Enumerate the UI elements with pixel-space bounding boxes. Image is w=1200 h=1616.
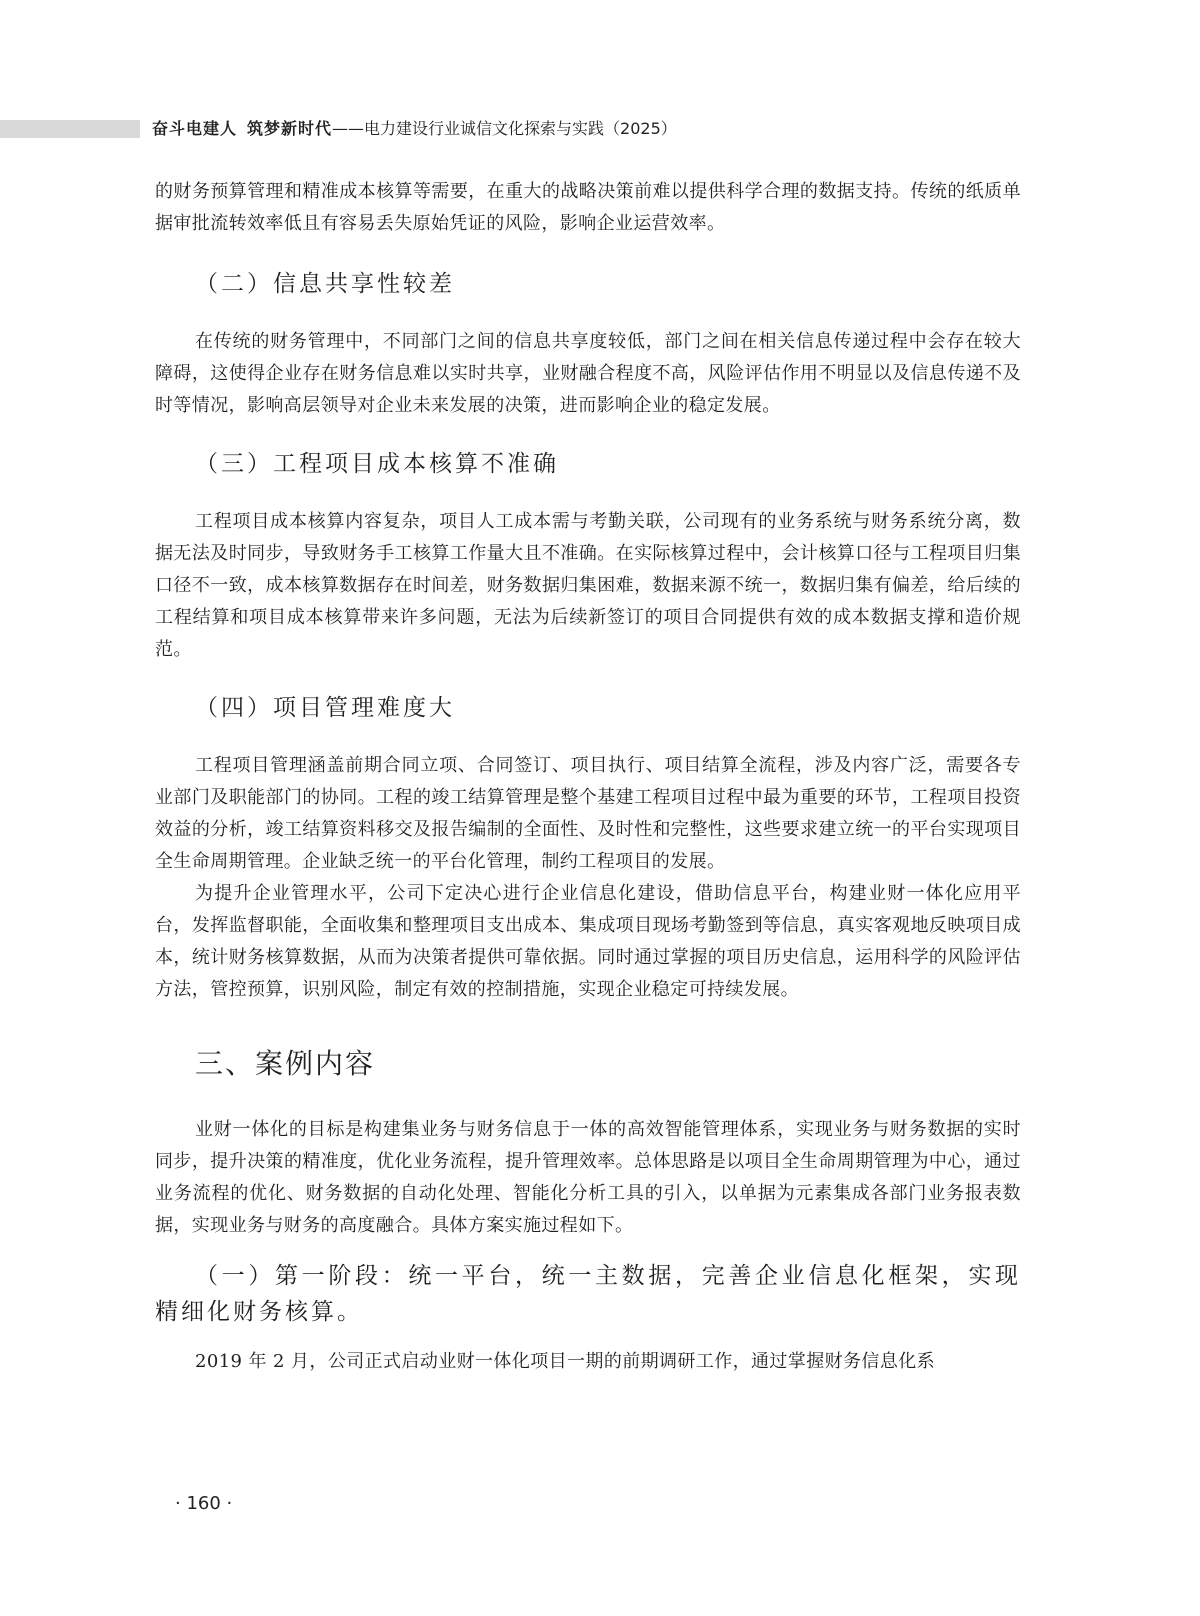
running-header	[152, 118, 677, 140]
heading-project-management: （四）项目管理难度大	[195, 695, 455, 721]
paragraph-stage-one: 2019 年 2 月，公司正式启动业财一体化项目一期的前期调研工作，通过掌握财务信息化系	[195, 1351, 936, 1372]
paragraph-cost-accounting: 工程项目成本核算内容复杂，项目人工成本需与考勤关联，公司现有的业务系统与财务系统分离，数据无法及时同步，导致财务手工核算工作量大且不准确。在实际核算过程中，会计核算口径与工程项目归集口径不一致，成本核算数据存在时间差，财务数据归集困难，数据来源不统一，数据归集有偏差，给后续的工程结算和项目成本核算带来许多问题，无法为后续新签订的项目合同提供有效的成本数据支撑和造价规范。	[155, 511, 1021, 660]
paragraph-intro: 的财务预算管理和精准成本核算等需要，在重大的战略决策前难以提供科学合理的数据支持。传统的纸质单据审批流转效率低且有容易丢失原始凭证的风险，影响企业运营效率。	[155, 181, 1021, 234]
header-title-part1: 奋斗电建人	[152, 119, 238, 138]
paragraph-project-management-2: 为提升企业管理水平，公司下定决心进行企业信息化建设，借助信息平台，构建业财一体化应用平台，发挥监督职能，全面收集和整理项目支出成本、集成项目现场考勤签到等信息，真实客观地反映项目成本，统计财务核算数据，从而为决策者提供可靠依据。同时通过掌握的项目历史信息，运用科学的风险评估方法，管控预算，识别风险，制定有效的控制措施，实现企业稳定可持续发展。	[155, 883, 1021, 1000]
page-number: · 160 ·	[175, 1493, 233, 1514]
header-subtitle: ——电力建设行业诚信文化探索与实践（2025）	[332, 119, 677, 138]
header-bar	[0, 120, 140, 138]
paragraph-project-management-1: 工程项目管理涵盖前期合同立项、合同签订、项目执行、项目结算全流程，涉及内容广泛，需要各专业部门及职能部门的协同。工程的竣工结算管理是整个基建工程项目过程中最为重要的环节，工程项目投资效益的分析，竣工结算资料移交及报告编制的全面性、及时性和完整性，这些要求建立统一的平台实现项目全生命周期管理。企业缺乏统一的平台化管理，制约工程项目的发展。	[155, 755, 1021, 872]
heading-info-sharing: （二）信息共享性较差	[195, 271, 455, 297]
paragraph-case-content: 业财一体化的目标是构建集业务与财务信息于一体的高效智能管理体系，实现业务与财务数据的实时同步，提升决策的精准度，优化业务流程，提升管理效率。总体思路是以项目全生命周期管理为中心，通过业务流程的优化、财务数据的自动化处理、智能化分析工具的引入，以单据为元素集成各部门业务报表数据，实现业务与财务的高度融合。具体方案实施过程如下。	[155, 1119, 1021, 1236]
paragraph-info-sharing: 在传统的财务管理中，不同部门之间的信息共享度较低，部门之间在相关信息传递过程中会存在较大障碍，这使得企业存在财务信息难以实时共享，业财融合程度不高，风险评估作用不明显以及信息传递不及时等情况，影响高层领导对企业未来发展的决策，进而影响企业的稳定发展。	[155, 331, 1021, 416]
heading-stage-one: （一）第一阶段：统一平台，统一主数据，完善企业信息化框架，实现精细化财务核算。	[155, 1263, 1021, 1325]
header-title-part2: 筑梦新时代	[247, 119, 333, 138]
page-body	[155, 176, 1021, 1378]
section-title-case-content: 三、案例内容	[195, 1047, 376, 1080]
heading-cost-accounting: （三）工程项目成本核算不准确	[195, 451, 559, 477]
